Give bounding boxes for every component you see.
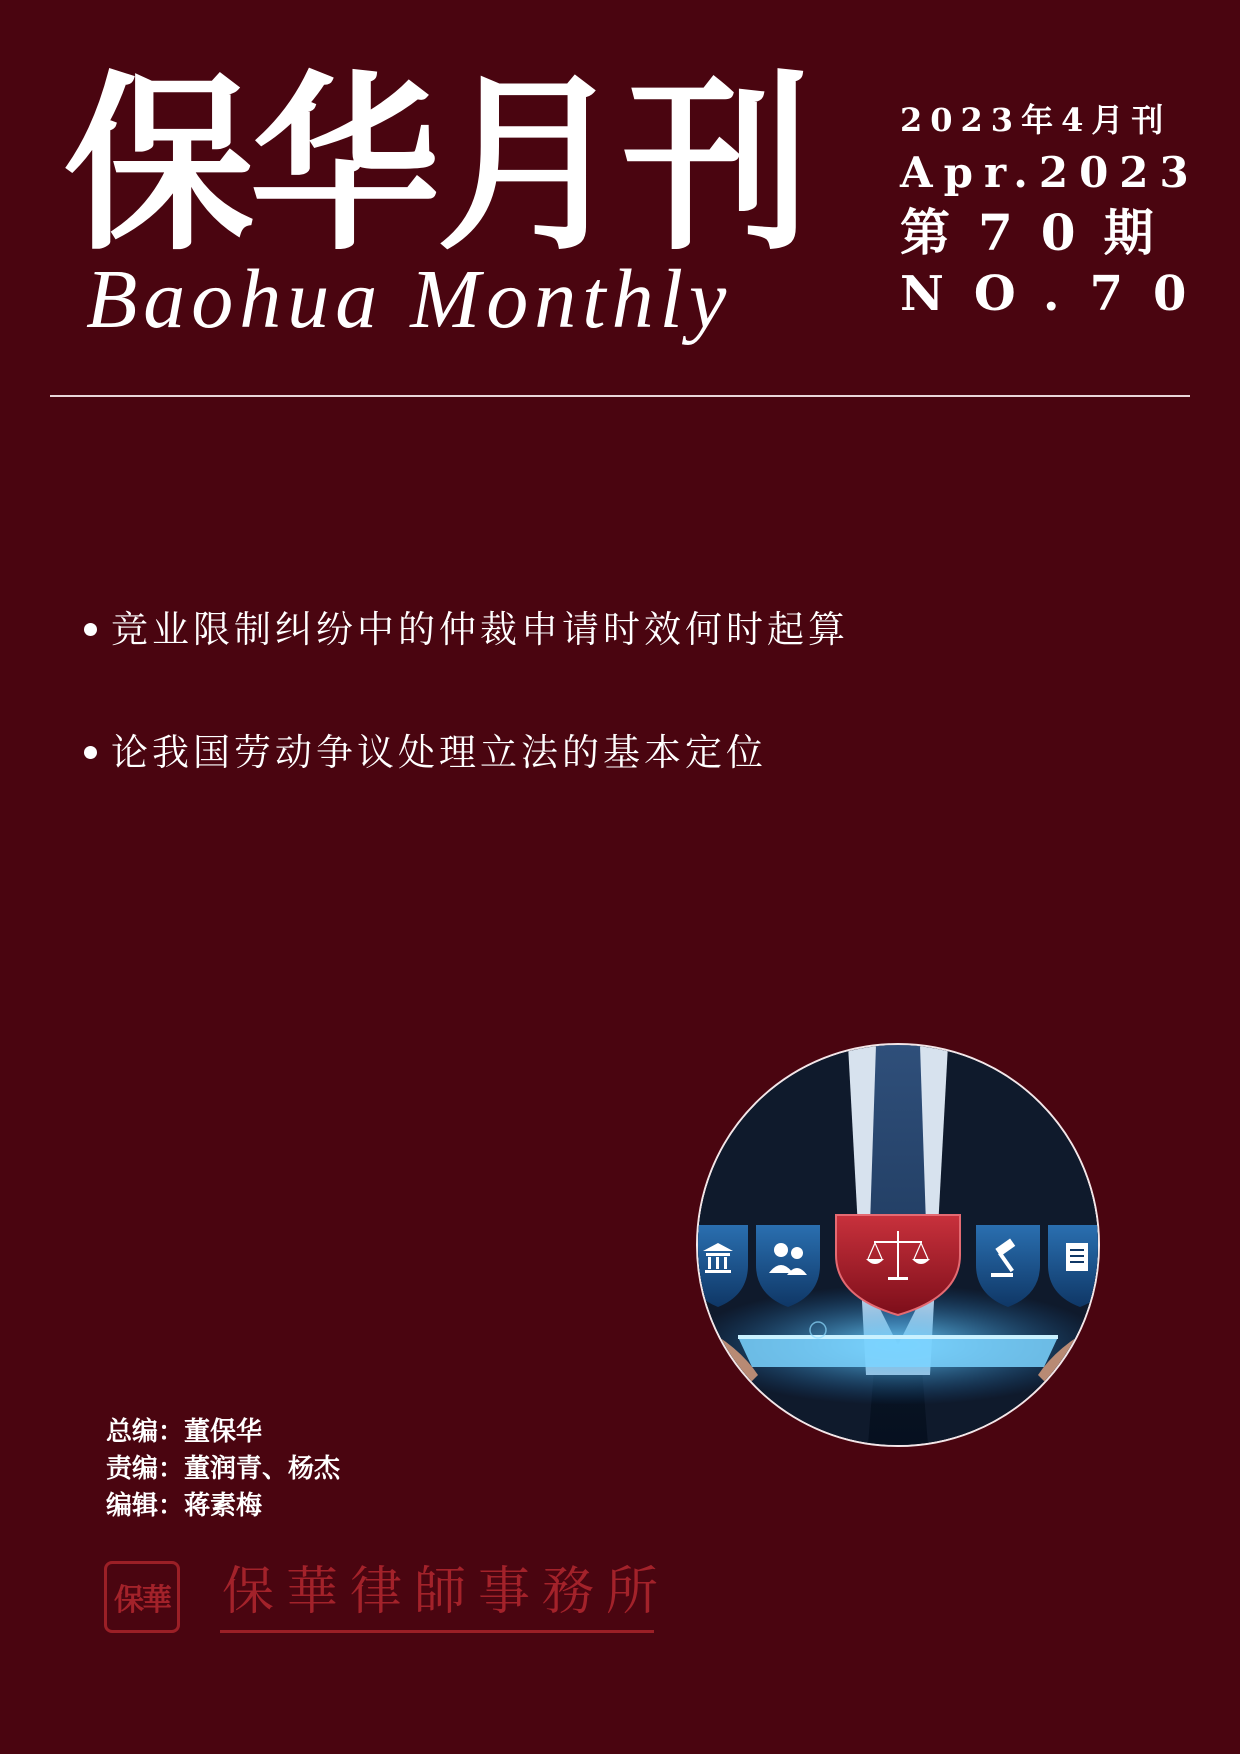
issue-number-english: NO.70: [900, 266, 1217, 322]
cover-illustration: [698, 1045, 1098, 1445]
header-divider: [50, 395, 1190, 397]
headline-list: [84, 604, 849, 850]
bullet-icon: [84, 623, 97, 636]
issue-info: [900, 101, 1217, 322]
magazine-title-chinese: 保华月刊: [64, 53, 809, 276]
law-firm-name: 保華律師事務所: [222, 1562, 671, 1622]
headline-item[interactable]: [84, 727, 849, 777]
headline-text: 竞业限制纠纷中的仲裁申请时效何时起算: [111, 607, 849, 651]
magazine-title-english: Baohua Monthly: [86, 253, 733, 346]
issue-date-english: Apr.2023: [900, 148, 1200, 197]
issue-date-chinese: 2023年4月刊: [900, 101, 1172, 139]
editor: 编辑：蒋素梅: [106, 1491, 263, 1521]
headline-item[interactable]: [84, 604, 849, 654]
editor-in-chief: 总编：董保华: [106, 1417, 263, 1447]
firm-seal-logo: [104, 1561, 180, 1633]
issue-number-chinese: 第70期: [900, 203, 1182, 262]
firm-name-underline: [220, 1630, 654, 1633]
bullet-icon: [84, 746, 97, 759]
responsible-editors: 责编：董润青、杨杰: [106, 1454, 341, 1484]
cover-photo-legal-tech: [696, 1043, 1100, 1447]
editorial-credits: [106, 1414, 340, 1525]
seal-text: 保華: [114, 1583, 170, 1618]
headline-text: 论我国劳动争议处理立法的基本定位: [111, 730, 767, 774]
